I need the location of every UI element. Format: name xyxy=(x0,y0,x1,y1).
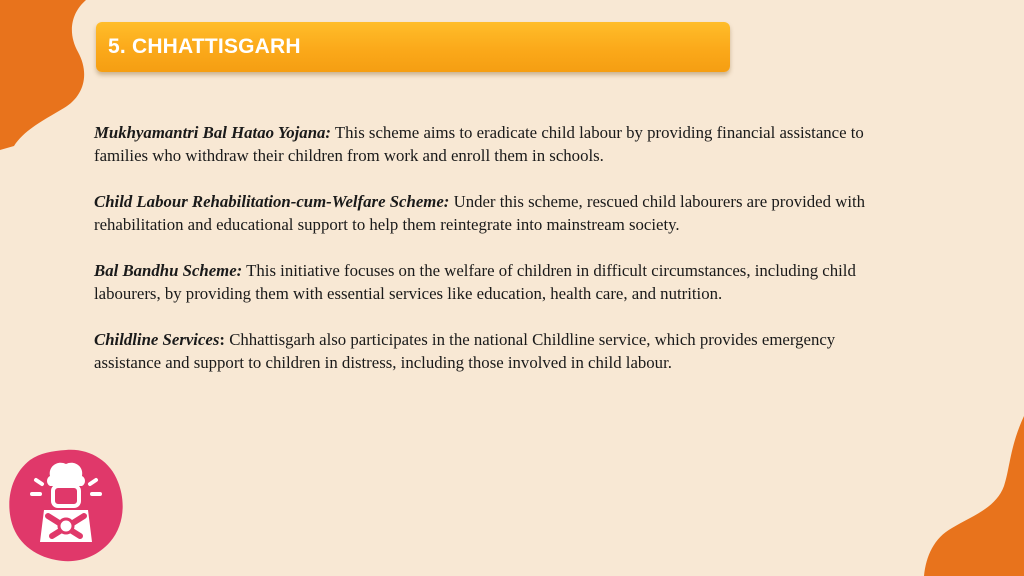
no-child-labour-icon xyxy=(6,446,126,566)
slide-title: 5. CHHATTISGARH xyxy=(108,35,301,58)
scheme-name: Child Labour Rehabilitation-cum-Welfare Scheme: xyxy=(94,192,450,211)
scheme-paragraph xyxy=(94,259,894,305)
scheme-paragraph xyxy=(94,328,894,374)
scheme-name: Bal Bandhu Scheme: xyxy=(94,261,243,280)
decorative-blob-bottom-right xyxy=(924,416,1024,576)
scheme-description: This initiative focuses on the welfare of children in difficult circumstances, including child labourers, by providing them with essential services like education, health care, and nutrition. xyxy=(94,261,856,303)
scheme-description: Chhattisgarh also participates in the national Childline service, which provides emergency assistance and support to children in distress, including those involved in child labour. xyxy=(94,330,836,372)
scheme-name-colon: : xyxy=(219,330,225,349)
scheme-description: This scheme aims to eradicate child labour by providing financial assistance to families who withdraw their children from work and enroll them in schools. xyxy=(94,123,864,165)
scheme-paragraph xyxy=(94,190,894,236)
scheme-paragraph xyxy=(94,121,894,167)
scheme-description: Under this scheme, rescued child labourers are provided with rehabilitation and educational support to help them reintegrate into mainstream society. xyxy=(94,192,866,234)
scheme-name: Mukhyamantri Bal Hatao Yojana: xyxy=(94,123,332,142)
scheme-list xyxy=(94,121,894,397)
scheme-name: Childline Services xyxy=(94,330,220,349)
slide-title-bar xyxy=(96,22,730,72)
